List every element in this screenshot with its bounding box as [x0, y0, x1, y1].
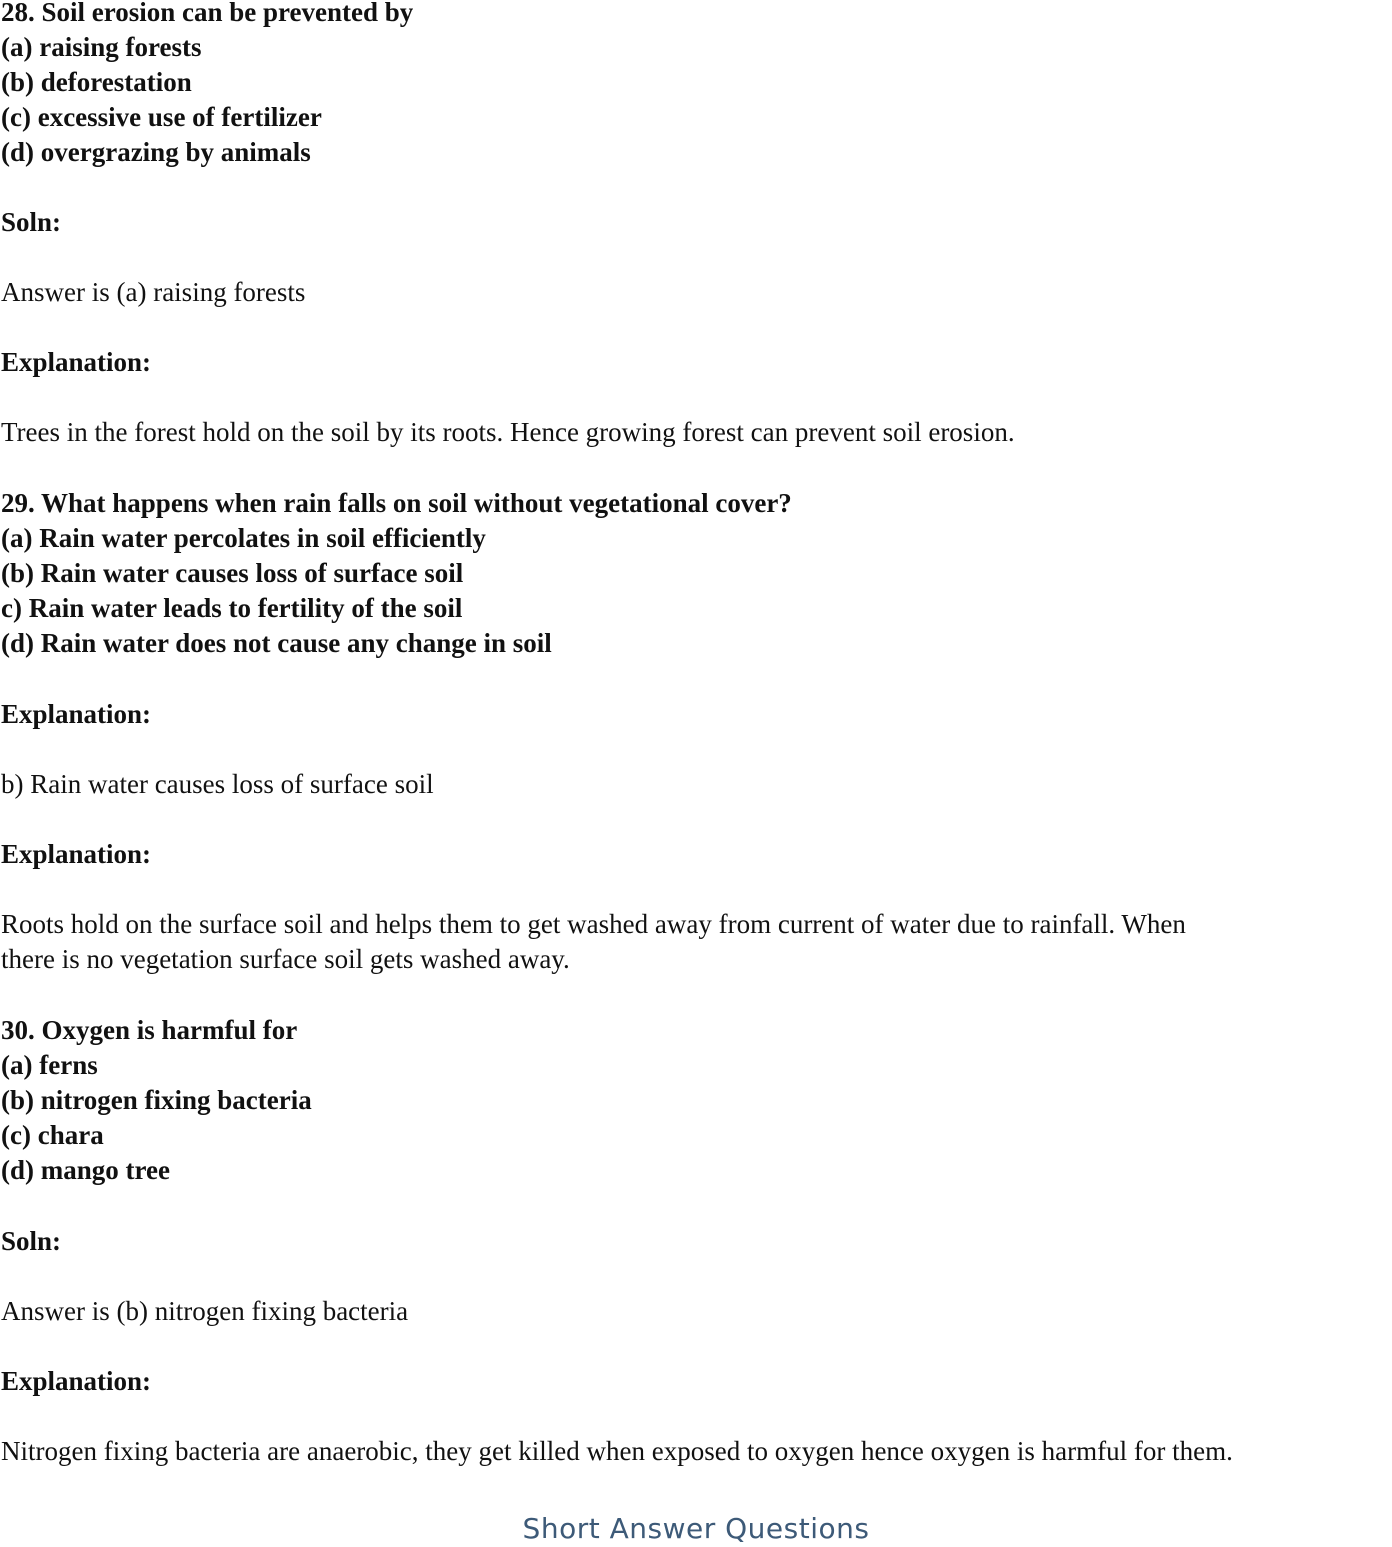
q28-option-c: (c) excessive use of fertilizer — [1, 102, 322, 132]
q30-option-d: (d) mango tree — [1, 1155, 170, 1185]
q30-option-b: (b) nitrogen fixing bacteria — [1, 1085, 312, 1115]
q29-question: 29. What happens when rain falls on soil without vegetational cover? — [1, 488, 792, 518]
q28-question: 28. Soil erosion can be prevented by — [1, 0, 414, 27]
q28-explanation-label: Explanation: — [1, 347, 152, 377]
q28-option-a: (a) raising forests — [1, 32, 202, 62]
q30-soln-label: Soln: — [1, 1226, 62, 1256]
q29-option-a: (a) Rain water percolates in soil efficiently — [1, 523, 486, 553]
q29-answer: b) Rain water causes loss of surface soil — [1, 769, 434, 799]
q30-explanation: Nitrogen fixing bacteria are anaerobic, they get killed when exposed to oxygen hence oxygen is harmful for them. — [1, 1436, 1233, 1466]
q29-explanation-line2: there is no vegetation surface soil gets washed away. — [1, 944, 570, 974]
q28-answer: Answer is (a) raising forests — [1, 277, 306, 307]
q28-soln-label: Soln: — [1, 207, 62, 237]
q30-option-a: (a) ferns — [1, 1050, 98, 1080]
q30-question: 30. Oxygen is harmful for — [1, 1015, 298, 1045]
q30-explanation-label: Explanation: — [1, 1366, 152, 1396]
q28-explanation: Trees in the forest hold on the soil by its roots. Hence growing forest can prevent soil erosion. — [1, 417, 1015, 447]
q29-answer-label: Explanation: — [1, 699, 152, 729]
q30-answer: Answer is (b) nitrogen fixing bacteria — [1, 1296, 409, 1326]
q28-option-b: (b) deforestation — [1, 67, 192, 97]
q29-option-b: (b) Rain water causes loss of surface soil — [1, 558, 464, 588]
section-heading: Short Answer Questions — [522, 1512, 870, 1545]
q28-option-d: (d) overgrazing by animals — [1, 137, 311, 167]
q29-explanation-line1: Roots hold on the surface soil and helps them to get washed away from current of water due to rainfall. When — [1, 909, 1186, 939]
q29-explanation-label: Explanation: — [1, 839, 152, 869]
q30-option-c: (c) chara — [1, 1120, 104, 1150]
q29-option-d: (d) Rain water does not cause any change in soil — [1, 628, 552, 658]
q29-option-c: c) Rain water leads to fertility of the soil — [1, 593, 463, 623]
